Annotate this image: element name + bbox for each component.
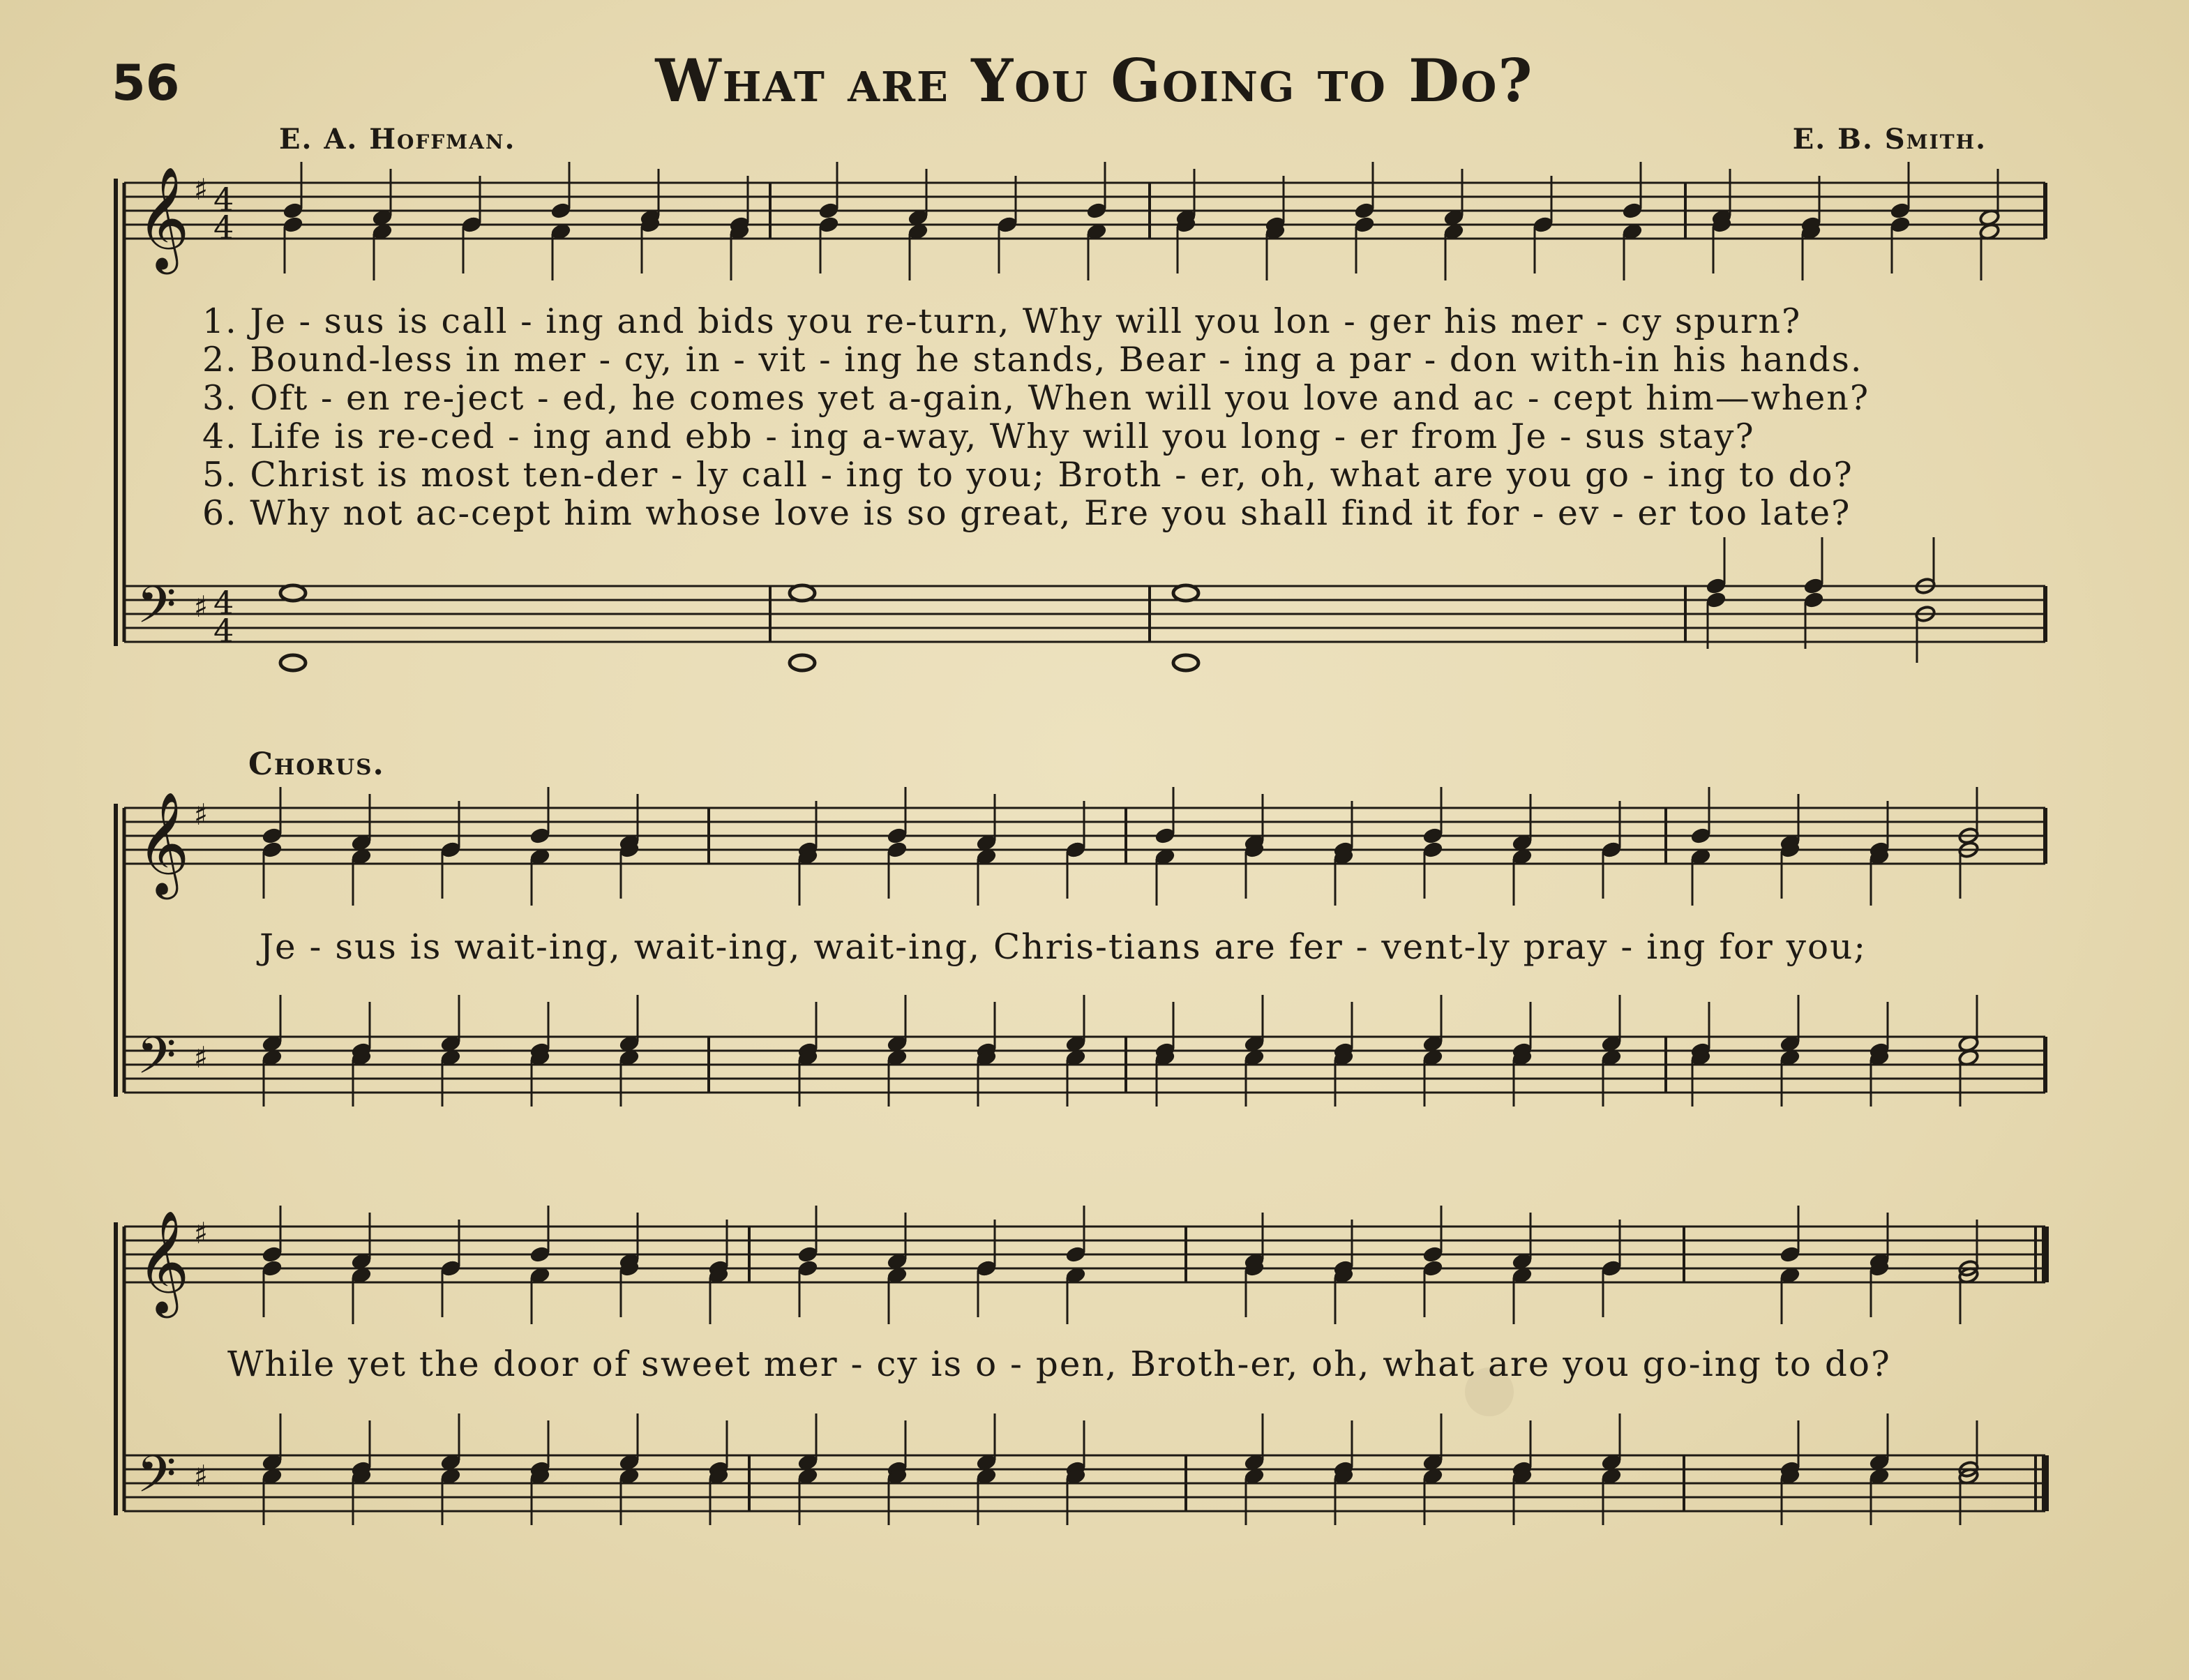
composer-credit: E. B. Smith.: [1792, 123, 1987, 156]
key-signature-sharp: ♯: [194, 172, 209, 207]
whole-note: [280, 655, 306, 670]
verse-line-2: 2. Bound-less in mer - cy, in - vit - ing he stands, Bear - ing a par - don with-in his hands.: [202, 340, 1863, 380]
treble-clef: 𝄞: [137, 1210, 190, 1314]
whole-note: [280, 585, 306, 601]
lyricist-credit: E. A. Hoffman.: [279, 123, 516, 156]
page-number: 56: [112, 54, 180, 112]
time-signature: 4: [213, 612, 234, 650]
bass-clef: 𝄢: [137, 1444, 176, 1516]
chorus-label: Chorus.: [248, 747, 385, 782]
whole-note: [1173, 655, 1198, 670]
key-signature-sharp: ♯: [194, 1459, 209, 1493]
key-signature-sharp: ♯: [194, 590, 209, 624]
verse-line-5: 5. Christ is most ten-der - ly call - ing to you; Broth - er, oh, what are you go - ing to do?: [202, 455, 1853, 495]
bass-clef: 𝄢: [137, 1026, 176, 1097]
key-signature-sharp: ♯: [194, 1040, 209, 1074]
time-signature: 4: [213, 181, 234, 218]
time-signature: 4: [213, 209, 234, 246]
key-signature-sharp: ♯: [194, 1216, 209, 1250]
time-signature: 4: [213, 584, 234, 622]
chorus-lyric-line-1: Je - sus is wait-ing, wait-ing, wait-ing, Chris-tians are fer - vent-ly pray - ing for you;: [259, 927, 1867, 967]
verse-line-3: 3. Oft - en re-ject - ed, he comes yet a-gain, When will you love and ac - cept him—when?: [202, 378, 1870, 418]
verse-line-4: 4. Life is re-ced - ing and ebb - ing a-way, Why will you long - er from Je - sus stay?: [202, 417, 1755, 456]
bass-clef: 𝄢: [137, 575, 176, 647]
whole-note: [790, 655, 815, 670]
verse-line-1: 1. Je - sus is call - ing and bids you re-turn, Why will you lon - ger his mer - cy spurn?: [202, 301, 1802, 341]
key-signature-sharp: ♯: [194, 797, 209, 832]
verse-line-6: 6. Why not ac-cept him whose love is so great, Ere you shall find it for - ev - er too late?: [202, 493, 1851, 533]
whole-note: [790, 585, 815, 601]
chorus-lyric-line-2: While yet the door of sweet mer - cy is o - pen, Broth-er, oh, what are you go-ing to do?: [227, 1344, 1891, 1384]
whole-note: [1173, 585, 1198, 601]
treble-clef: 𝄞: [137, 166, 190, 270]
hymn-title: What are You Going to Do?: [655, 46, 1534, 115]
treble-clef: 𝄞: [137, 791, 190, 895]
